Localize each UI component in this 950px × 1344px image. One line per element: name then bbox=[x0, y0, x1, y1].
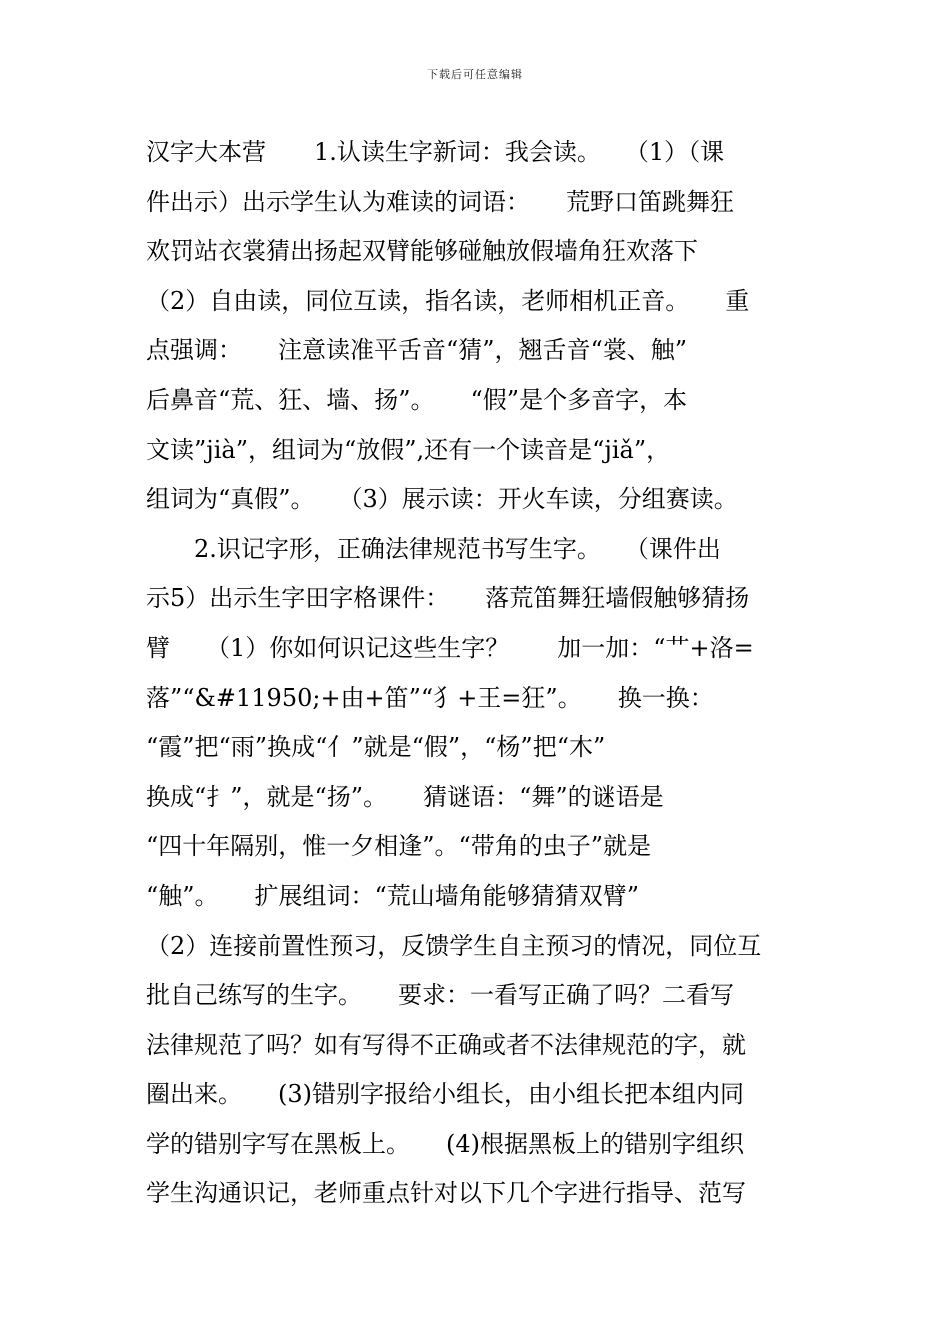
text-line: 欢罚站衣裳猜出扬起双臂能够碰触放假墙角狂欢落下 bbox=[146, 237, 698, 266]
text-line: 点强调： 注意读准平舌音“猜”，翘舌音“裳、触” bbox=[146, 336, 688, 365]
text-line: 学生沟通识记，老师重点针对以下几个字进行指导、范写 bbox=[146, 1179, 746, 1208]
text-line: 文读”jià”，组词为“放假”,还有一个读音是“jiǎ”， bbox=[146, 435, 671, 464]
text-line: 换成“扌”，就是“扬”。 猜谜语：“舞”的谜语是 bbox=[146, 782, 664, 811]
text-line: 学的错别字写在黑板上。 (4)根据黑板上的错别字组织 bbox=[146, 1129, 744, 1158]
text-line: 汉字大本营 1.认读生字新词：我会读。 （1）（课 bbox=[146, 138, 725, 166]
text-line: 法律规范了吗？如有写得不正确或者不法律规范的字，就 bbox=[146, 1030, 746, 1059]
text-line: （2）连接前置性预习，反馈学生自主预习的情况，同位互 bbox=[146, 931, 762, 960]
text-line: 2.识记字形，正确法律规范书写生字。 （课件出 bbox=[146, 534, 721, 563]
text-line: 臂 （1）你如何识记这些生字？ 加一加：“艹+洛= bbox=[146, 633, 754, 662]
text-line: 示5）出示生字田字格课件： 落荒笛舞狂墙假触够猜扬 bbox=[146, 584, 750, 613]
text-line: 件出示）出示学生认为难读的词语： 荒野口笛跳舞狂 bbox=[146, 187, 734, 216]
text-line: “触”。 扩展组词：“荒山墙角能够猜猜双臂” bbox=[146, 881, 640, 910]
text-line: “四十年隔别，惟一夕相逢”。“带角的虫子”就是 bbox=[146, 832, 652, 861]
text-line: “霞”把“雨”换成“亻”就是“假”，“杨”把“木” bbox=[146, 733, 606, 762]
text-line: 组词为“真假”。 （3）展示读：开火车读，分组赛读。 bbox=[146, 485, 738, 514]
text-line: 批自己练写的生字。 要求：一看写正确了吗？二看写 bbox=[146, 981, 734, 1010]
page-header: 下载后可任意编辑 bbox=[427, 68, 523, 81]
text-line: 落”“&#11950;+由+笛”“犭+王=狂”。 换一换： bbox=[146, 683, 714, 712]
text-line: 后鼻音“荒、狂、墙、扬”。 “假”是个多音字，本 bbox=[146, 385, 688, 414]
text-line: 圈出来。 (3)错别字报给小组长，由小组长把本组内同 bbox=[146, 1080, 744, 1109]
document-body bbox=[146, 128, 826, 1219]
text-line: （2）自由读，同位互读，指名读，老师相机正音。 重 bbox=[146, 286, 750, 315]
